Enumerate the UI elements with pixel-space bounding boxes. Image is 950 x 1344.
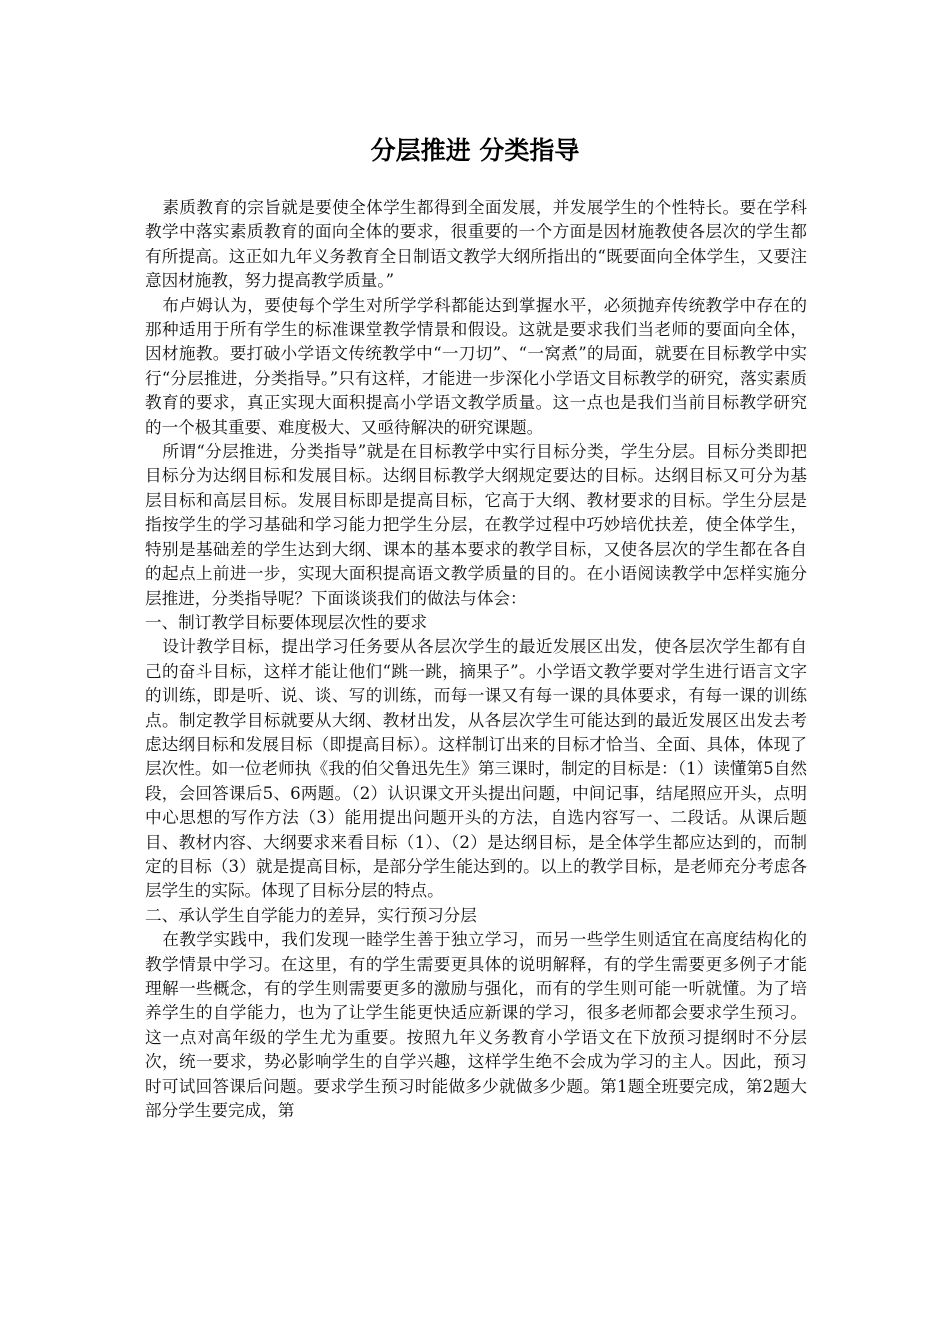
section-heading: 一、制订教学目标要体现层次性的要求	[145, 612, 428, 632]
section-heading: 二、承认学生自学能力的差异，实行预习分层	[145, 905, 477, 925]
document-body	[145, 196, 807, 1123]
paragraph: 素质教育的宗旨就是要使全体学生都得到全面发展，并发展学生的个性特长。要在学科教学中落实素质教育的面向全体的要求，很重要的一个方面是因材施教使各层次的学生都有所提高。这正如九年义务教育全日制语文教学大纲所指出的“既要面向全体学生，又要注意因材施教，努力提高教学质量。”	[145, 198, 807, 291]
paragraph: 设计教学目标，提出学习任务要从各层次学生的最近发展区出发，使各层次学生都有自己的奋斗目标，这样才能让他们“跳一跳，摘果子”。小学语文教学要对学生进行语言文字的训练，即是听、说、谈、写的训练，而每一课又有每一课的具体要求，有每一课的训练点。制定教学目标就要从大纲、教材出发，从各层次学生可能达到的最近发展区出发去考虑达纲目标和发展目标（即提高目标）。这样制订出来的目标才恰当、全面、具体，体现了层次性。如一位老师执《我的伯父鲁迅先生》第三课时，制定的目标是：（1）读懂第5自然段，会回答课后5、6两题。（2）认识课文开头提出问题，中间记事，结尾照应开头，点明中心思想的写作方法（3）能用提出问题开头的方法，自选内容写一、二段话。从课后题目、教材内容、大纲要求来看目标（1）、（2）是达纲目标，是全体学生都应达到的，而制定的目标（3）就是提高目标，是部分学生能达到的。以上的教学目标，是老师充分考虑各层学生的实际。体现了目标分层的特点。	[145, 637, 807, 901]
paragraph: 在教学实践中，我们发现一睦学生善于独立学习，而另一些学生则适宜在高度结构化的教学情景中学习。在这里，有的学生需要更具体的说明解释，有的学生需要更多例子才能理解一些概念，有的学生则需要更多的激励与强化，而有的学生则可能一听就懂。为了培养学生的自学能力，也为了让学生能更快适应新课的学习，很多老师都会要求学生预习。这一点对高年级的学生尤为重要。按照九年义务教育小学语文在下放预习提纲时不分层次，统一要求，势必影响学生的自学兴趣，这样学生绝不会成为学习的主人。因此，预习时可试回答课后问题。要求学生预习时能做多少就做多少题。第1题全班要完成，第2题大部分学生要完成，第	[145, 930, 807, 1121]
document-title: 分层推进 分类指导	[370, 136, 580, 165]
paragraph: 布卢姆认为，要使每个学生对所学学科都能达到掌握水平，必须抛弃传统教学中存在的那种适用于所有学生的标准课堂教学情景和假设。这就是要求我们当老师的要面向全体，因材施教。要打破小学语文传统教学中“一刀切”、“一窝煮”的局面，就要在目标教学中实行“分层推进，分类指导。”只有这样，才能进一步深化小学语文目标教学的研究，落实素质教育的要求，真正实现大面积提高小学语文教学质量。这一点也是我们当前目标教学研究的一个极其重要、难度极大、又亟待解决的研究课题。	[145, 295, 807, 437]
paragraph: 所谓“分层推进，分类指导”就是在目标教学中实行目标分类，学生分层。目标分类即把目标分为达纲目标和发展目标。达纲目标教学大纲规定要达的目标。达纲目标又可分为基层目标和高层目标。发展目标即是提高目标，它高于大纲、教材要求的目标。学生分层是指按学生的学习基础和学习能力把学生分层，在教学过程中巧妙培优扶差，使全体学生，特别是基础差的学生达到大纲、课本的基本要求的教学目标，又使各层次的学生都在各自的起点上前进一步，实现大面积提高语文教学质量的目的。在小语阅读教学中怎样实施分层推进，分类指导呢？下面谈谈我们的做法与体会：	[145, 442, 807, 608]
